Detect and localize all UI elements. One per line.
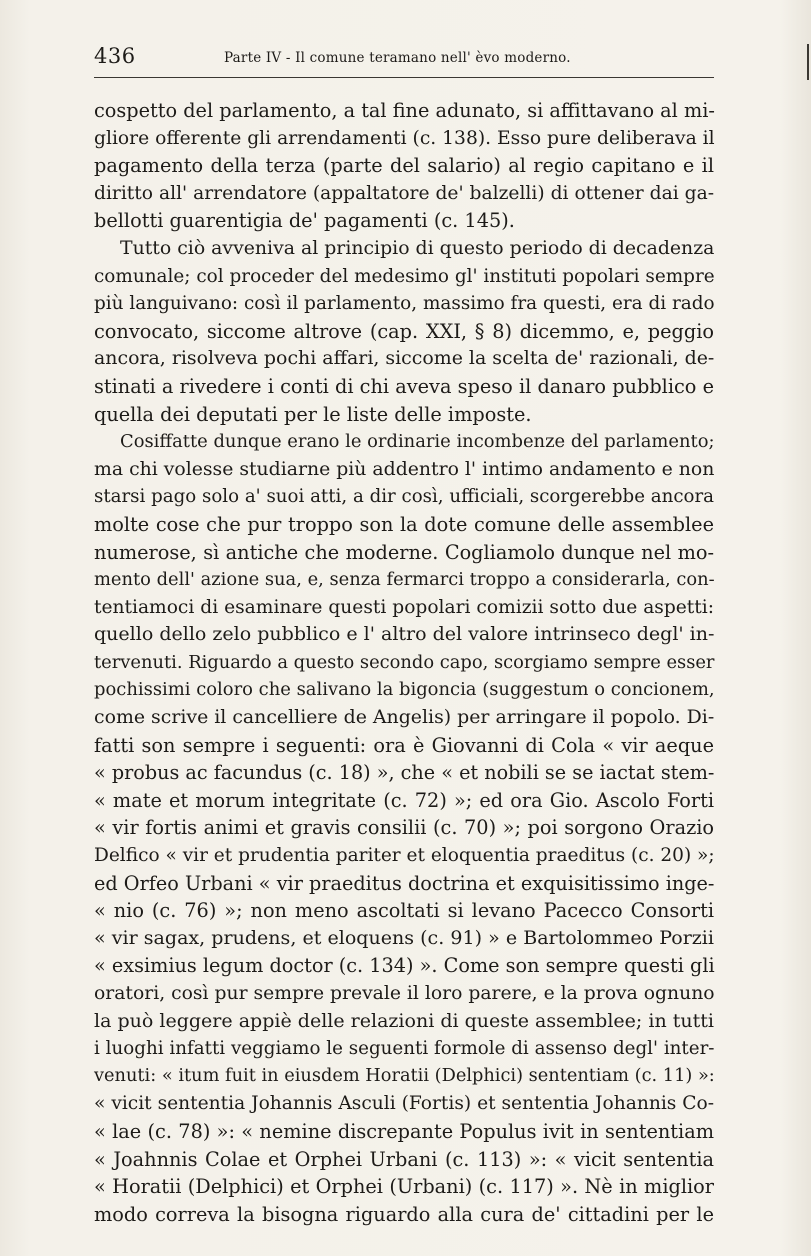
text-line: come scrive il cancelliere de Angelis) per arringare il popolo. Di- xyxy=(94,706,715,729)
text-line: tentiamoci di esaminare questi popolari comizii sotto due aspetti: xyxy=(94,596,714,618)
text-line: quella dei deputati per le liste delle imposte. xyxy=(94,402,532,426)
page-edge-mark xyxy=(807,44,809,80)
text-line: « lae (c. 78) »: « nemine discrepante Populus ivit in sententiam xyxy=(94,1119,714,1143)
text-line: « nio (c. 76) »; non meno ascoltati si levano Pacecco Consorti xyxy=(94,899,714,923)
text-line: molte cose che pur troppo son la dote comune delle assemblee xyxy=(94,512,714,536)
text-line: pochissimi coloro che salivano la bigoncia (suggestum o concionem, xyxy=(94,679,715,701)
text-line: Delfico « vir et prudentia pariter et eloquentia praeditus (c. 20) »; xyxy=(94,845,715,867)
text-line: Cosiffatte dunque erano le ordinarie incombenze del parlamento; xyxy=(120,431,715,453)
text-line: « Joahnnis Colae et Orphei Urbani (c. 113) »: « vicit sententia xyxy=(94,1147,714,1171)
text-line: ma chi volesse studiarne più addentro l' intimo andamento e non xyxy=(94,458,715,480)
page-number: 436 xyxy=(94,44,136,68)
text-line: quello dello zelo pubblico e l' altro del valore intrinseco degl' in- xyxy=(94,623,715,646)
text-line: « mate et morum integritate (c. 72) »; ed ora Gio. Ascolo Forti xyxy=(94,788,714,812)
text-line: mento dell' azione sua, e, senza fermarci troppo a considerarla, con- xyxy=(94,569,715,591)
text-line: Tutto ciò avveniva al principio di questo periodo di decadenza xyxy=(120,236,715,259)
header-rule xyxy=(94,77,714,78)
text-line: pagamento della terza (parte del salario) al regio capitano e il xyxy=(94,154,714,178)
text-line: « exsimius legum doctor (c. 134) ». Come son sempre questi gli xyxy=(94,954,715,978)
running-head: Parte IV - Il comune teramano nell' èvo moderno. xyxy=(224,50,571,66)
text-line: « vir sagax, prudens, et eloquens (c. 91) » e Bartolommeo Porzii xyxy=(94,926,714,949)
text-line: tervenuti. Riguardo a questo secondo capo, scorgiamo sempre esser xyxy=(94,651,715,673)
text-line: bellotti guarentigia de' pagamenti (c. 145). xyxy=(94,209,515,233)
text-line: la può leggere appiè delle relazioni di queste assemblee; in tutti xyxy=(94,1009,714,1032)
text-line: ancora, risolveva pochi affari, siccome la scelta de' razionali, de- xyxy=(94,347,715,370)
text-line: comunale; col proceder del medesimo gl' instituti popolari sempre xyxy=(94,265,715,287)
text-line: più languivano: così il parlamento, massimo fra questi, era di rado xyxy=(94,293,715,315)
text-line: convocato, siccome altrove (cap. XXI, § 8) dicemmo, e, peggio xyxy=(94,319,714,343)
text-line: fatti son sempre i seguenti: ora è Giovanni di Cola « vir aeque xyxy=(94,733,714,757)
text-line: oratori, così pur sempre prevale il loro parere, e la prova ognuno xyxy=(94,983,715,1004)
text-line: « probus ac facundus (c. 18) », che « et nobili se se iactat stem- xyxy=(94,761,715,785)
text-line: « vicit sententia Johannis Asculi (Fortis) et sententia Johannis Co- xyxy=(94,1093,715,1115)
text-line: numerose, sì antiche che moderne. Cogliamolo dunque nel mo- xyxy=(94,540,714,564)
text-line: diritto all' arrendatore (appaltatore de' balzelli) di ottener dai ga- xyxy=(94,182,714,204)
body-text xyxy=(94,97,714,1228)
text-line: stinati a rivedere i conti di chi aveva speso il danaro pubblico e xyxy=(94,374,714,398)
text-line: modo correva la bisogna riguardo alla cura de' cittadini per le xyxy=(94,1202,714,1226)
text-line: gliore offerente gli arrendamenti (c. 138). Esso pure deliberava il xyxy=(94,127,715,149)
text-line: venuti: « itum fuit in eiusdem Horatii (Delphici) sententiam (c. 11) »: xyxy=(94,1065,715,1086)
text-line: ed Orfeo Urbani « vir praeditus doctrina et exquisitissimo inge- xyxy=(94,871,715,895)
text-line: « vir fortis animi et gravis consilii (c. 70) »; poi sorgono Orazio xyxy=(94,816,714,840)
text-line: cospetto del parlamento, a tal fine adunato, si affittavano al mi- xyxy=(94,99,715,122)
text-line: starsi pago solo a' suoi atti, a dir così, ufficiali, scorgerebbe ancora xyxy=(94,486,714,508)
page-header xyxy=(94,44,714,74)
text-line: i luoghi infatti veggiamo le seguenti formole di assenso degl' inter- xyxy=(94,1038,715,1060)
text-line: « Horatii (Delphici) et Orphei (Urbani) (c. 117) ». Nè in miglior xyxy=(94,1175,714,1199)
